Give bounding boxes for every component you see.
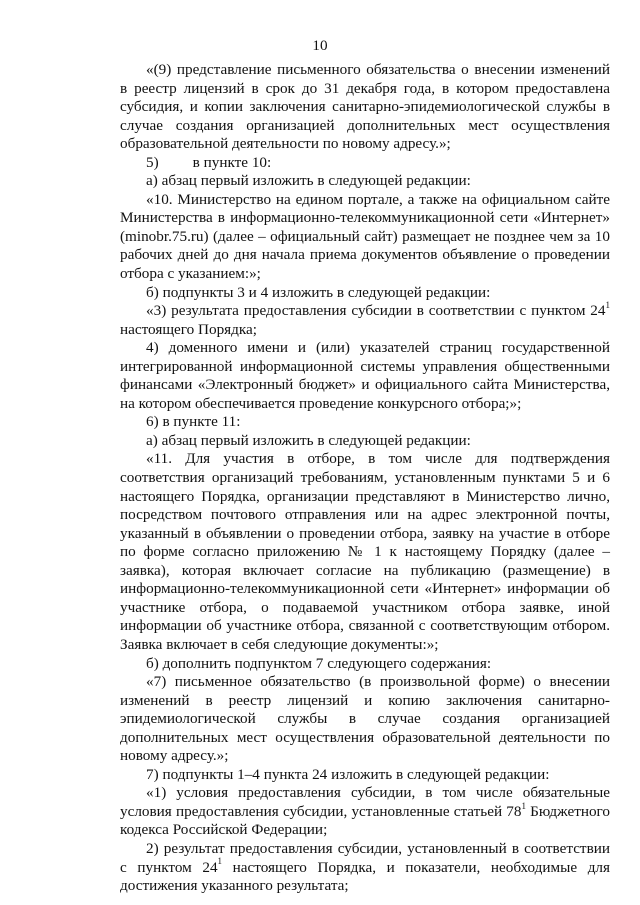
paragraph-item-9: «(9) представление письменного обязательства о внесении изменений в реестр лицензий в срок до 31 декабря года, в котором предоставлена субсидия, и копии заключения санитарно-эпидемиологической службы в случае создания организацией дополнительных мест осуществления образовательной деятельности по новому адресу.»; <box>120 61 610 153</box>
paragraph-subpoint-b: б) дополнить подпунктом 7 следующего содержания: <box>146 654 492 672</box>
paragraph-text: Бюджетного кодекса Российской Федерации; <box>120 802 610 839</box>
paragraph-point-5 <box>120 154 610 173</box>
paragraph-item-10: «10. Министерство на едином портале, а также на официальном сайте Министерства в информационно-телекоммуникационной сети «Интернет» (minobr.75.ru) (далее – официальный сайт) размещает не позднее чем за 10 рабочих дней до дня начала приема документов объявление о проведении отбора с указанием:»; <box>120 190 610 283</box>
paragraph-text: 2) результат предоставления субсидии, установленный в соответствии с пунктом 24 <box>120 839 610 876</box>
list-number: 5) <box>146 153 159 171</box>
paragraph-point-7: 7) подпункты 1–4 пункта 24 изложить в следующей редакции: <box>146 765 550 783</box>
superscript: 1 <box>605 300 610 311</box>
paragraph-item-4: 4) доменного имени и (или) указателей страниц государственной интегрированной информационной системы управления общественными финансами «Электронный бюджет» и официального сайта Министерства, на котором обеспечивается проведение конкурсного отбора;»; <box>120 339 610 412</box>
paragraph-text: в пункте 10: <box>192 153 272 171</box>
paragraph-subpoint-b: б) подпункты 3 и 4 изложить в следующей редакции: <box>146 283 491 301</box>
paragraph-text: «3) результата предоставления субсидии в соответствии с пунктом 24 <box>146 302 606 320</box>
paragraph-item-2 <box>120 840 610 896</box>
paragraph-item-1 <box>120 784 610 840</box>
superscript: 1 <box>217 856 223 867</box>
document-body <box>120 61 610 896</box>
paragraph-text: настоящего Порядка; <box>120 320 257 338</box>
paragraph-text: настоящего Порядка, и показатели, необходимые для достижения указанного результата; <box>120 858 610 895</box>
page-number: 10 <box>312 37 328 54</box>
paragraph-item-11: «11. Для участия в отборе, в том числе для подтверждения соответствия организаций требованиям, установленным пунктами 5 и 6 настоящего Порядка, организации представляют в Министерство лично, посредством почтового отправления или на адрес электронной почты, указанный в объявлении о проведении отбора, заявку на участие в отборе по форме согласно приложению № 1 к настоящему Порядку (далее – заявка), которая включает согласие на публикацию (размещение) в информационно-телекоммуникационной сети «Интернет» информации об участнике отбора, о подаваемой участником отбора заявке, иной информации об участнике отбора, связанной с соответствующим отбором. Заявка включает в себя следующие документы:»; <box>120 450 610 653</box>
paragraph-item-7: «7) письменное обязательство (в произвольной форме) о внесении изменений в реестр лицензий и копию заключения санитарно-эпидемиологической службы в случае создания организацией дополнительных мест осуществления образовательной деятельности по новому адресу.»; <box>120 673 610 765</box>
paragraph-subpoint-a: а) абзац первый изложить в следующей редакции: <box>146 172 471 190</box>
paragraph-item-3 <box>120 302 610 339</box>
paragraph-point-6: 6) в пункте 11: <box>146 413 241 431</box>
paragraph-text: «1) условия предоставления субсидии, в том числе обязательные условия предоставления субсидии, установленные статьей 78 <box>120 784 610 820</box>
superscript: 1 <box>521 800 526 811</box>
paragraph-subpoint-a: а) абзац первый изложить в следующей редакции: <box>146 431 471 449</box>
